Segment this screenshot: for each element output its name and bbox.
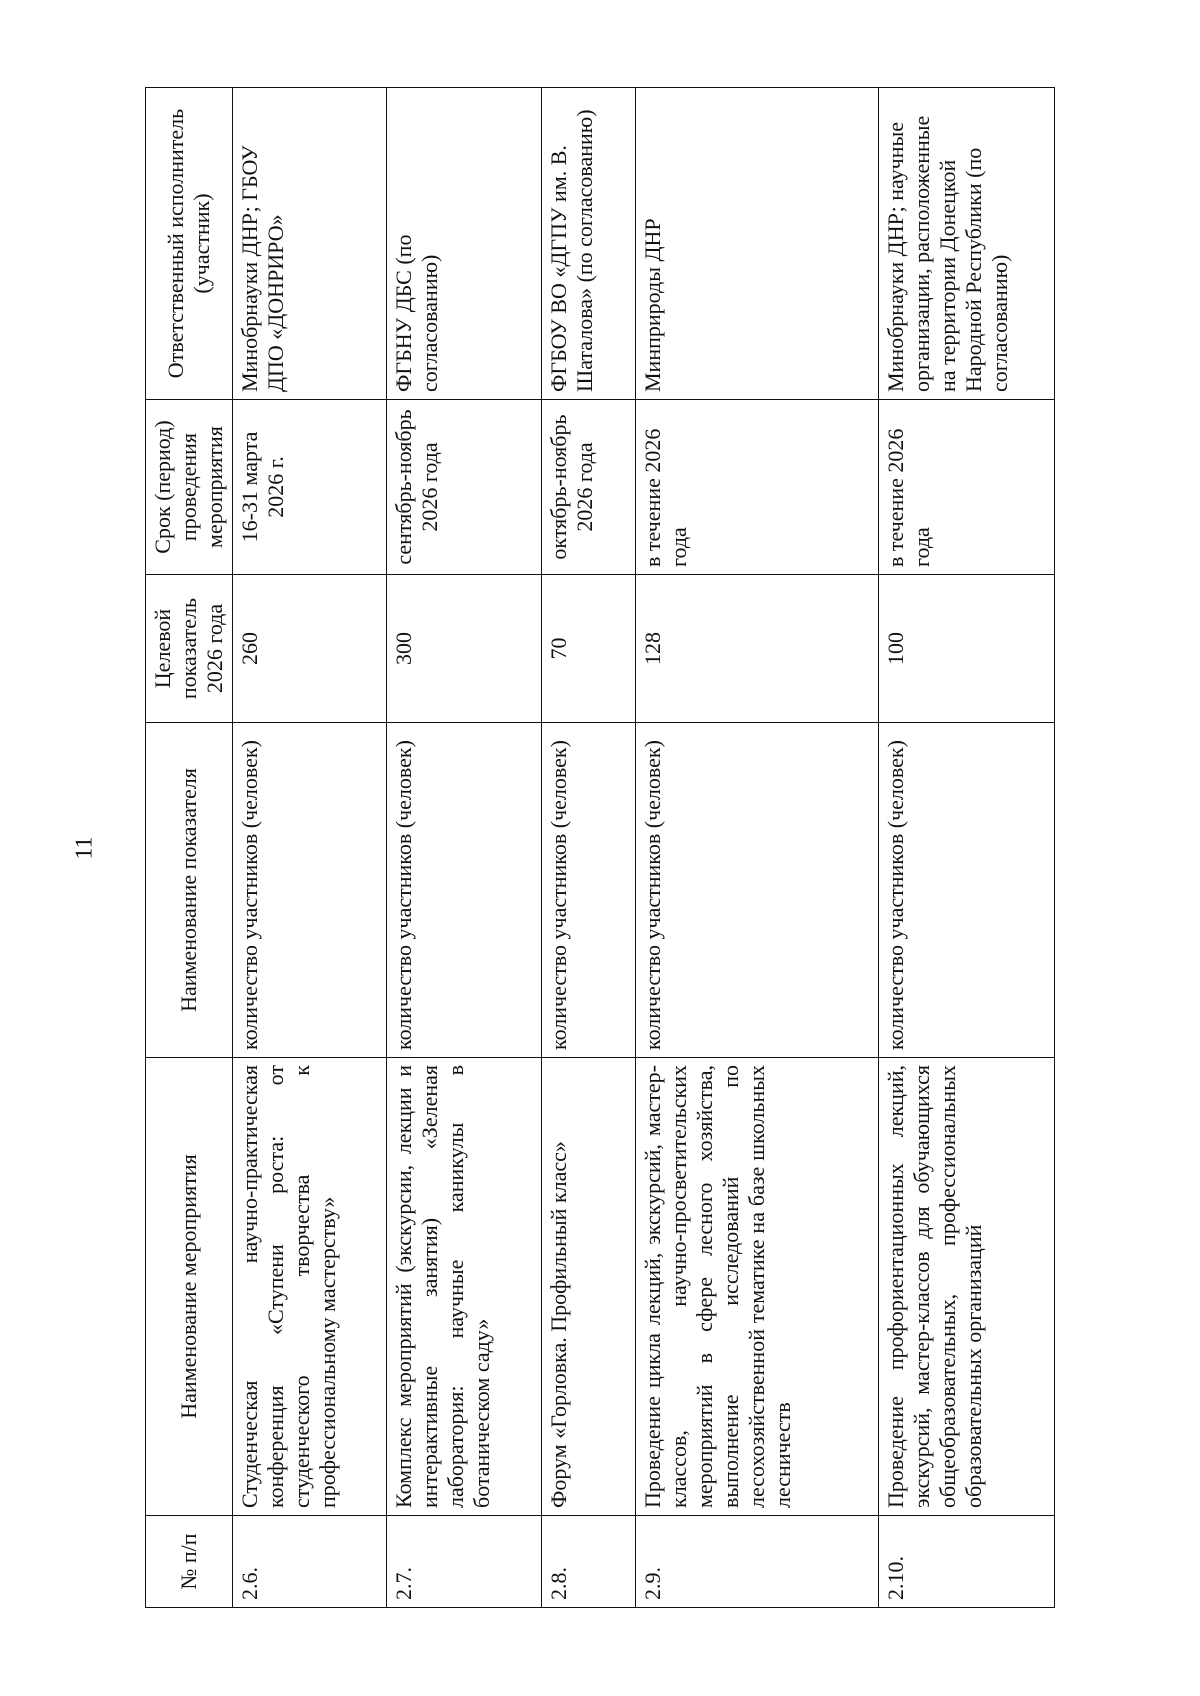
row-event: Форум «Горловка. Профильный класс»	[541, 1058, 636, 1516]
row-num: 2.10.	[878, 1516, 1054, 1608]
row-target: 260	[233, 575, 387, 723]
row-executor: Минприроды ДНР	[636, 88, 878, 400]
row-indicator: количество участников (человек)	[233, 723, 387, 1058]
header-executor: Ответственный исполнитель (участник)	[146, 88, 233, 400]
row-indicator: количество участников (человек)	[541, 723, 636, 1058]
row-indicator: количество участников (человек)	[878, 723, 1054, 1058]
table-row	[541, 88, 636, 1608]
row-executor: ФГБОУ ВО «ДГПУ им. В. Шаталова» (по согласованию)	[541, 88, 636, 400]
row-event: Проведение профориентационных лекций, экскурсий, мастер-классов для обучающихся общеобразовательных, профессиональных образовательных организаций	[878, 1058, 1054, 1516]
row-target: 128	[636, 575, 878, 723]
row-period: 16-31 марта 2026 г.	[233, 400, 387, 575]
row-executor: Минобрнауки ДНР; ГБОУ ДПО «ДОНРИРО»	[233, 88, 387, 400]
row-num: 2.9.	[636, 1516, 878, 1608]
table-row	[233, 88, 387, 1608]
row-event: Комплекс мероприятий (экскурсии, лекции и интерактивные занятия) «Зеленая лаборатория: научные каникулы в ботаническом саду»	[387, 1058, 541, 1516]
header-num: № п/п	[146, 1516, 233, 1608]
row-num: 2.8.	[541, 1516, 636, 1608]
row-period: в течение 2026 года	[878, 400, 1054, 575]
row-num: 2.7.	[387, 1516, 541, 1608]
header-event: Наименование мероприятия	[146, 1058, 233, 1516]
row-executor: Минобрнауки ДНР; научные организации, расположенные на территории Донецкой Народной Республики (по согласованию)	[878, 88, 1054, 400]
header-indicator: Наименование показателя	[146, 723, 233, 1058]
events-table	[145, 87, 1055, 1608]
row-num: 2.6.	[233, 1516, 387, 1608]
page-number: 11	[71, 836, 98, 860]
table-header-row	[146, 88, 233, 1608]
table-row	[878, 88, 1054, 1608]
row-period: октябрь-ноябрь 2026 года	[541, 400, 636, 575]
row-target: 70	[541, 575, 636, 723]
row-indicator: количество участников (человек)	[636, 723, 878, 1058]
row-target: 100	[878, 575, 1054, 723]
row-event: Студенческая научно-практическая конференция «Ступени роста: от студенческого творчества к профессиональному мастерству»	[233, 1058, 387, 1516]
header-target: Целевой показатель 2026 года	[146, 575, 233, 723]
rotated-table-container	[145, 88, 1055, 1608]
row-period: в течение 2026 года	[636, 400, 878, 575]
row-event: Проведение цикла лекций, экскурсий, мастер-классов, научно-просветительских мероприятий в сфере лесного хозяйства, выполнение исследований по лесохозяйственной тематике на базе школьных лесничеств	[636, 1058, 878, 1516]
row-executor: ФГБНУ ДБС (по согласованию)	[387, 88, 541, 400]
row-indicator: количество участников (человек)	[387, 723, 541, 1058]
header-period: Срок (период) проведения мероприятия	[146, 400, 233, 575]
table-row	[636, 88, 878, 1608]
row-target: 300	[387, 575, 541, 723]
table-row	[387, 88, 541, 1608]
row-period: сентябрь-ноябрь 2026 года	[387, 400, 541, 575]
